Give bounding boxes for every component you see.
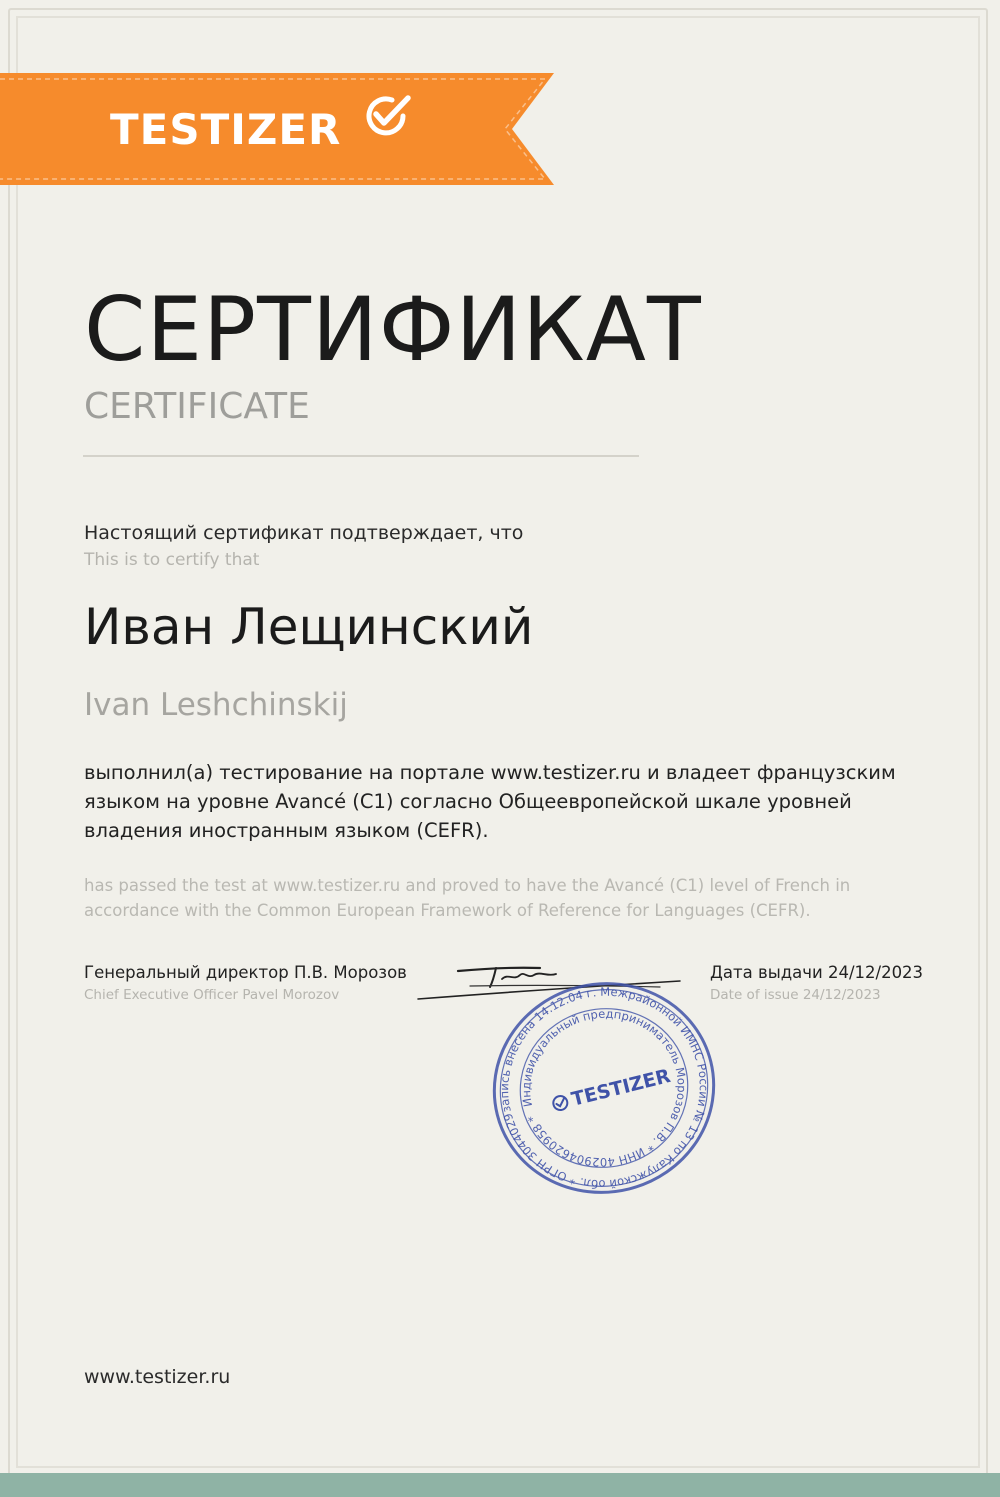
- signer-russian: Генеральный директор П.В. Морозов: [84, 963, 407, 982]
- check-circle-icon: [362, 92, 414, 138]
- certify-text-russian: Настоящий сертификат подтверждает, что: [84, 522, 524, 544]
- recipient-name-russian: Иван Лещинский: [84, 598, 534, 656]
- issue-date-russian: Дата выдачи 24/12/2023: [710, 963, 924, 982]
- stamp-ring-text: запись внесена 14.12.04 г. Межрайонной ИМНС России № 13 по Калужской обл. * ОГРН 304402934800281: [497, 984, 711, 1192]
- title-english: CERTIFICATE: [84, 386, 310, 427]
- statement-russian: выполнил(а) тестирование на портале www.testizer.ru и владеет французским языком на уровне Avancé (C1) согласно Общеевропейской шкале уровней владения иностранным языком (CEFR).: [84, 761, 896, 842]
- title-divider: [83, 455, 639, 457]
- company-stamp: [488, 978, 720, 1198]
- stamp-logo-text: TESTIZER: [569, 1064, 673, 1111]
- certify-text-english: This is to certify that: [84, 550, 260, 570]
- signer-english: Chief Executive Officer Pavel Morozov: [84, 987, 340, 1003]
- inner-frame: [16, 16, 980, 1468]
- title-russian: СЕРТИФИКАТ: [84, 278, 702, 381]
- stamp-inner-text: Индивидуальный предприниматель Морозов П.В. * ИНН 402904620958 *: [519, 1006, 689, 1170]
- brand-logo-text: TESTIZER: [110, 105, 342, 154]
- bottom-color-strip: [0, 1473, 1000, 1497]
- stamp-logo: [551, 1065, 673, 1115]
- statement-english: has passed the test at www.testizer.ru and proved to have the Avancé (C1) level of French in accordance with the Common European Framework of Reference for Languages (CEFR).: [84, 876, 851, 920]
- recipient-name-english: Ivan Leshchinskij: [84, 687, 348, 723]
- issue-date-english: Date of issue 24/12/2023: [710, 987, 881, 1003]
- footer-website: www.testizer.ru: [84, 1366, 231, 1388]
